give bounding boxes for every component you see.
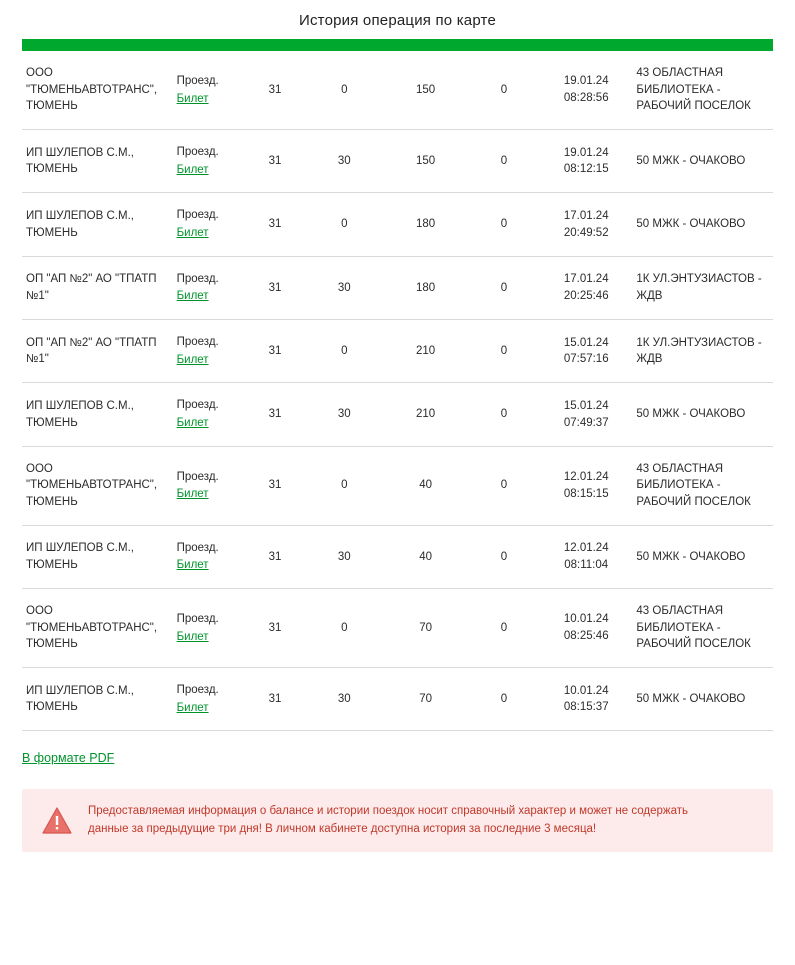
cell-value-2: 0: [305, 51, 383, 130]
cell-value-3: 40: [383, 525, 467, 588]
cell-datetime: [540, 668, 632, 731]
disclaimer-line-2: данные за предыдущие три дня! В личном кабинете доступна история за последние 3 месяца!: [88, 822, 597, 835]
cell-route: 50 МЖК - ОЧАКОВО: [632, 383, 773, 446]
table-row: [22, 193, 773, 256]
cell-organization: ИП ШУЛЕПОВ С.М., ТЮМЕНЬ: [22, 668, 173, 731]
cell-datetime: [540, 130, 632, 193]
date-part: 17.01.24: [563, 273, 609, 286]
cell-value-1: 31: [245, 51, 305, 130]
ticket-link[interactable]: Билет: [176, 559, 209, 572]
cell-value-4: 0: [468, 383, 540, 446]
time-part: 08:12:15: [563, 163, 609, 176]
cell-route: 43 ОБЛАСТНАЯ БИБЛИОТЕКА - РАБОЧИЙ ПОСЕЛОК: [632, 446, 773, 525]
cell-value-1: 31: [245, 193, 305, 256]
time-part: 08:11:04: [564, 558, 609, 571]
disclaimer-text: [88, 803, 688, 838]
date-part: 10.01.24: [563, 613, 609, 626]
history-table: [22, 51, 773, 731]
cell-value-2: 30: [305, 383, 383, 446]
table-row: [22, 51, 773, 130]
cell-value-3: 180: [383, 256, 467, 319]
ticket-link[interactable]: Билет: [176, 417, 209, 430]
time-part: 07:49:37: [563, 416, 609, 429]
operation-type-label: Проезд.: [176, 146, 219, 159]
operation-type-label: Проезд.: [176, 470, 219, 483]
cell-datetime: [540, 256, 632, 319]
cell-value-4: 0: [468, 130, 540, 193]
cell-type: [173, 446, 245, 525]
ticket-link[interactable]: Билет: [176, 163, 209, 176]
cell-organization: ИП ШУЛЕПОВ С.М., ТЮМЕНЬ: [22, 130, 173, 193]
cell-value-1: 31: [245, 130, 305, 193]
operation-type-label: Проезд.: [176, 684, 219, 697]
cell-type: [173, 51, 245, 130]
cell-value-3: 150: [383, 130, 467, 193]
page-title: История операция по карте: [298, 12, 496, 29]
cell-organization: ИП ШУЛЕПОВ С.М., ТЮМЕНЬ: [22, 193, 173, 256]
cell-type: [173, 668, 245, 731]
table-row: [22, 589, 773, 668]
date-part: 17.01.24: [563, 209, 609, 222]
cell-value-3: 180: [383, 193, 467, 256]
operation-type-label: Проезд.: [176, 74, 219, 87]
cell-route: 43 ОБЛАСТНАЯ БИБЛИОТЕКА - РАБОЧИЙ ПОСЕЛОК: [632, 589, 773, 668]
cell-type: [173, 383, 245, 446]
cell-value-3: 210: [383, 383, 467, 446]
cell-value-2: 30: [305, 668, 383, 731]
cell-value-4: 0: [468, 525, 540, 588]
pdf-export-row: [22, 749, 773, 767]
cell-type: [173, 320, 245, 383]
date-part: 15.01.24: [563, 336, 609, 349]
cell-type: [173, 130, 245, 193]
ticket-link[interactable]: Билет: [176, 290, 209, 303]
time-part: 07:57:16: [563, 353, 609, 366]
operation-type-label: Проезд.: [176, 541, 219, 554]
ticket-link[interactable]: Билет: [176, 630, 209, 643]
cell-value-3: 210: [383, 320, 467, 383]
time-part: 08:28:56: [563, 92, 609, 104]
time-part: 08:15:15: [563, 487, 609, 500]
table-row: [22, 446, 773, 525]
warning-triangle-icon: [40, 807, 74, 834]
cell-type: [173, 193, 245, 256]
cell-value-2: 30: [305, 525, 383, 588]
ticket-link[interactable]: Билет: [176, 353, 209, 366]
ticket-link[interactable]: Билет: [176, 92, 209, 105]
date-part: 15.01.24: [563, 399, 609, 412]
cell-route: 43 ОБЛАСТНАЯ БИБЛИОТЕКА - РАБОЧИЙ ПОСЕЛОК: [632, 51, 773, 130]
cell-route: 50 МЖК - ОЧАКОВО: [632, 130, 773, 193]
cell-datetime: [540, 51, 632, 130]
cell-value-4: 0: [468, 193, 540, 256]
cell-type: [173, 256, 245, 319]
date-part: 10.01.24: [563, 684, 609, 697]
disclaimer-notice: [22, 789, 773, 852]
cell-organization: ООО "ТЮМЕНЬАВТОТРАНС", ТЮМЕНЬ: [22, 589, 173, 668]
operation-type-label: Проезд.: [176, 612, 219, 625]
operation-type-label: Проезд.: [176, 209, 219, 222]
table-row: [22, 256, 773, 319]
cell-value-1: 31: [245, 446, 305, 525]
cell-value-1: 31: [245, 589, 305, 668]
cell-value-4: 0: [468, 668, 540, 731]
date-part: 12.01.24: [563, 471, 609, 484]
cell-organization: ОП "АП №2" АО "ТПАТП №1": [22, 320, 173, 383]
cell-value-2: 30: [305, 256, 383, 319]
operation-type-label: Проезд.: [176, 336, 219, 349]
cell-value-4: 0: [468, 320, 540, 383]
cell-datetime: [540, 320, 632, 383]
cell-datetime: [540, 193, 632, 256]
cell-value-1: 31: [245, 525, 305, 588]
cell-datetime: [540, 383, 632, 446]
table-row: [22, 130, 773, 193]
cell-value-3: 40: [383, 446, 467, 525]
time-part: 08:25:46: [563, 630, 609, 643]
cell-organization: ОП "АП №2" АО "ТПАТП №1": [22, 256, 173, 319]
ticket-link[interactable]: Билет: [176, 701, 209, 714]
cell-route: 1К УЛ.ЭНТУЗИАСТОВ - ЖДВ: [632, 256, 773, 319]
cell-value-1: 31: [245, 320, 305, 383]
cell-value-3: 150: [383, 51, 467, 130]
cell-value-3: 70: [383, 668, 467, 731]
cell-value-4: 0: [468, 589, 540, 668]
cell-type: [173, 525, 245, 588]
cell-route: 50 МЖК - ОЧАКОВО: [632, 525, 773, 588]
table-row: [22, 383, 773, 446]
table-row: [22, 320, 773, 383]
date-part: 19.01.24: [563, 146, 609, 159]
cell-datetime: [540, 446, 632, 525]
cell-value-3: 70: [383, 589, 467, 668]
time-part: 20:49:52: [563, 226, 609, 239]
cell-value-2: 0: [305, 193, 383, 256]
table-header-bar: [22, 39, 773, 51]
table-row: [22, 525, 773, 588]
cell-organization: ООО "ТЮМЕНЬАВТОТРАНС", ТЮМЕНЬ: [22, 446, 173, 525]
history-table-container: [22, 51, 773, 731]
cell-value-1: 31: [245, 256, 305, 319]
cell-organization: ООО "ТЮМЕНЬАВТОТРАНС", ТЮМЕНЬ: [22, 51, 173, 130]
ticket-link[interactable]: Билет: [176, 227, 209, 240]
cell-route: 50 МЖК - ОЧАКОВО: [632, 668, 773, 731]
time-part: 20:25:46: [563, 289, 609, 302]
history-table-body: [22, 51, 773, 731]
cell-type: [173, 589, 245, 668]
pdf-export-link[interactable]: В формате PDF: [22, 751, 115, 766]
cell-datetime: [540, 589, 632, 668]
ticket-link[interactable]: Билет: [176, 488, 209, 501]
cell-value-2: 0: [305, 446, 383, 525]
cell-value-2: 30: [305, 130, 383, 193]
cell-value-4: 0: [468, 51, 540, 130]
cell-value-4: 0: [468, 256, 540, 319]
table-row: [22, 668, 773, 731]
disclaimer-line-1: Предоставляемая информация о балансе и истории поездок носит справочный характер и может не содержать: [88, 805, 688, 818]
cell-organization: ИП ШУЛЕПОВ С.М., ТЮМЕНЬ: [22, 525, 173, 588]
cell-datetime: [540, 525, 632, 588]
time-part: 08:15:37: [563, 701, 609, 714]
cell-value-1: 31: [245, 383, 305, 446]
cell-value-2: 0: [305, 320, 383, 383]
cell-route: 1К УЛ.ЭНТУЗИАСТОВ - ЖДВ: [632, 320, 773, 383]
cell-value-1: 31: [245, 668, 305, 731]
date-part: 19.01.24: [563, 75, 609, 88]
cell-organization: ИП ШУЛЕПОВ С.М., ТЮМЕНЬ: [22, 383, 173, 446]
operation-type-label: Проезд.: [176, 272, 219, 285]
cell-value-2: 0: [305, 589, 383, 668]
cell-route: 50 МЖК - ОЧАКОВО: [632, 193, 773, 256]
cell-value-4: 0: [468, 446, 540, 525]
operation-type-label: Проезд.: [176, 399, 219, 412]
date-part: 12.01.24: [563, 542, 609, 555]
